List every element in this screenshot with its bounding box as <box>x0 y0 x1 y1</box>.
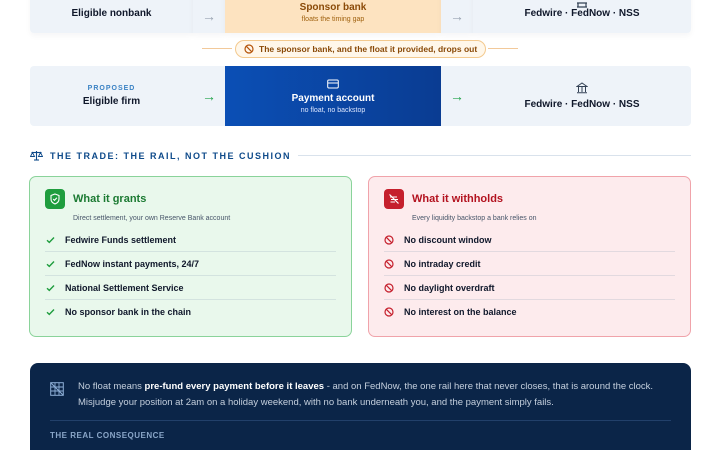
check-icon <box>45 308 55 316</box>
arrow-right-icon: → <box>441 0 473 33</box>
current-flow-source <box>30 0 193 33</box>
sponsor-bank-title: Sponsor bank <box>299 1 367 13</box>
list-item <box>384 300 675 324</box>
current-source-label: Eligible nonbank <box>71 7 152 19</box>
panel-text-end: - and on FedNow, the one rail here that never closes, that is around the clock. Misjudge your position at 2am on a holiday weekend, with no bank underneath you, and the payment simply fails. <box>78 381 654 408</box>
prohibited-icon <box>384 235 394 245</box>
check-icon <box>45 260 55 268</box>
divider-right <box>488 48 518 49</box>
section-rule <box>298 155 691 156</box>
crossed-out-icon <box>384 189 404 209</box>
arrow-right-icon: → <box>193 66 225 126</box>
payment-account-step <box>225 66 441 126</box>
shield-check-icon <box>45 189 65 209</box>
grants-title: What it grants <box>73 193 147 205</box>
grant-item-label: No sponsor bank in the chain <box>65 307 192 317</box>
proposed-flow-source <box>30 66 193 126</box>
list-item <box>384 276 675 300</box>
grant-item-label: Fedwire Funds settlement <box>65 234 177 245</box>
bank-icon <box>576 0 588 8</box>
arrow-right-icon: → <box>193 0 225 33</box>
proposed-rails-label: Fedwire · FedNow · NSS <box>524 99 640 110</box>
panel-label: THE REAL CONSEQUENCE <box>50 431 165 440</box>
check-icon <box>45 284 55 292</box>
list-item <box>45 300 336 324</box>
payment-account-title: Payment account <box>291 92 375 104</box>
section-title: THE TRADE: THE RAIL, NOT THE CUSHION <box>50 150 291 161</box>
proposed-flow-row <box>30 66 691 126</box>
grants-card <box>29 176 352 337</box>
proposed-source-label: Eligible firm <box>82 96 141 107</box>
withholds-subtitle: Every liquidity backstop a bank relies on <box>412 215 537 222</box>
proposed-tag: PROPOSED <box>87 85 136 92</box>
check-icon <box>45 236 55 244</box>
section-heading <box>30 150 691 161</box>
drops-out-text: The sponsor bank, and the float it provided, drops out <box>259 44 478 54</box>
withhold-item-label: No daylight overdraft <box>404 282 495 293</box>
withholds-title: What it withholds <box>412 193 504 205</box>
panel-rule <box>50 420 671 421</box>
grants-card-header <box>45 189 336 209</box>
panel-text-emphasis: pre-fund every payment before it leaves <box>144 381 325 392</box>
withhold-item-label: No discount window <box>404 234 492 245</box>
grants-subtitle: Direct settlement, your own Reserve Bank account <box>73 215 231 222</box>
consequence-panel <box>30 363 691 450</box>
divider-left <box>202 48 232 49</box>
list-item <box>45 228 336 252</box>
list-item <box>384 228 675 252</box>
payment-account-sub: no float, no backstop <box>300 106 366 114</box>
panel-body <box>50 379 671 411</box>
proposed-flow-rails <box>473 66 691 126</box>
grant-item-label: FedNow instant payments, 24/7 <box>65 258 200 269</box>
panel-text <box>78 379 671 411</box>
sponsor-bank-step <box>225 0 441 33</box>
list-item <box>45 252 336 276</box>
bank-icon <box>576 82 588 94</box>
scale-icon <box>30 150 43 161</box>
list-item <box>384 252 675 276</box>
withholds-list <box>384 228 675 324</box>
credit-card-icon <box>327 79 339 89</box>
grants-list <box>45 228 336 324</box>
withholds-card-header <box>384 189 675 209</box>
drops-out-pill <box>235 40 486 58</box>
prohibited-icon <box>384 307 394 317</box>
withhold-item-label: No interest on the balance <box>404 307 517 317</box>
grid-icon <box>50 382 64 411</box>
panel-text-start: No float means <box>78 381 145 392</box>
withhold-item-label: No intraday credit <box>404 258 481 269</box>
current-flow-rails <box>473 0 691 33</box>
arrow-right-icon: → <box>441 66 473 126</box>
current-rails-label: Fedwire · FedNow · NSS <box>524 7 640 19</box>
prohibited-icon <box>384 283 394 293</box>
withholds-card <box>368 176 691 337</box>
grant-item-label: National Settlement Service <box>65 282 184 293</box>
current-flow-row <box>30 0 691 33</box>
sponsor-bank-sub: floats the timing gap <box>301 15 365 23</box>
prohibited-icon <box>384 259 394 269</box>
list-item <box>45 276 336 300</box>
no-entry-icon <box>244 44 254 54</box>
